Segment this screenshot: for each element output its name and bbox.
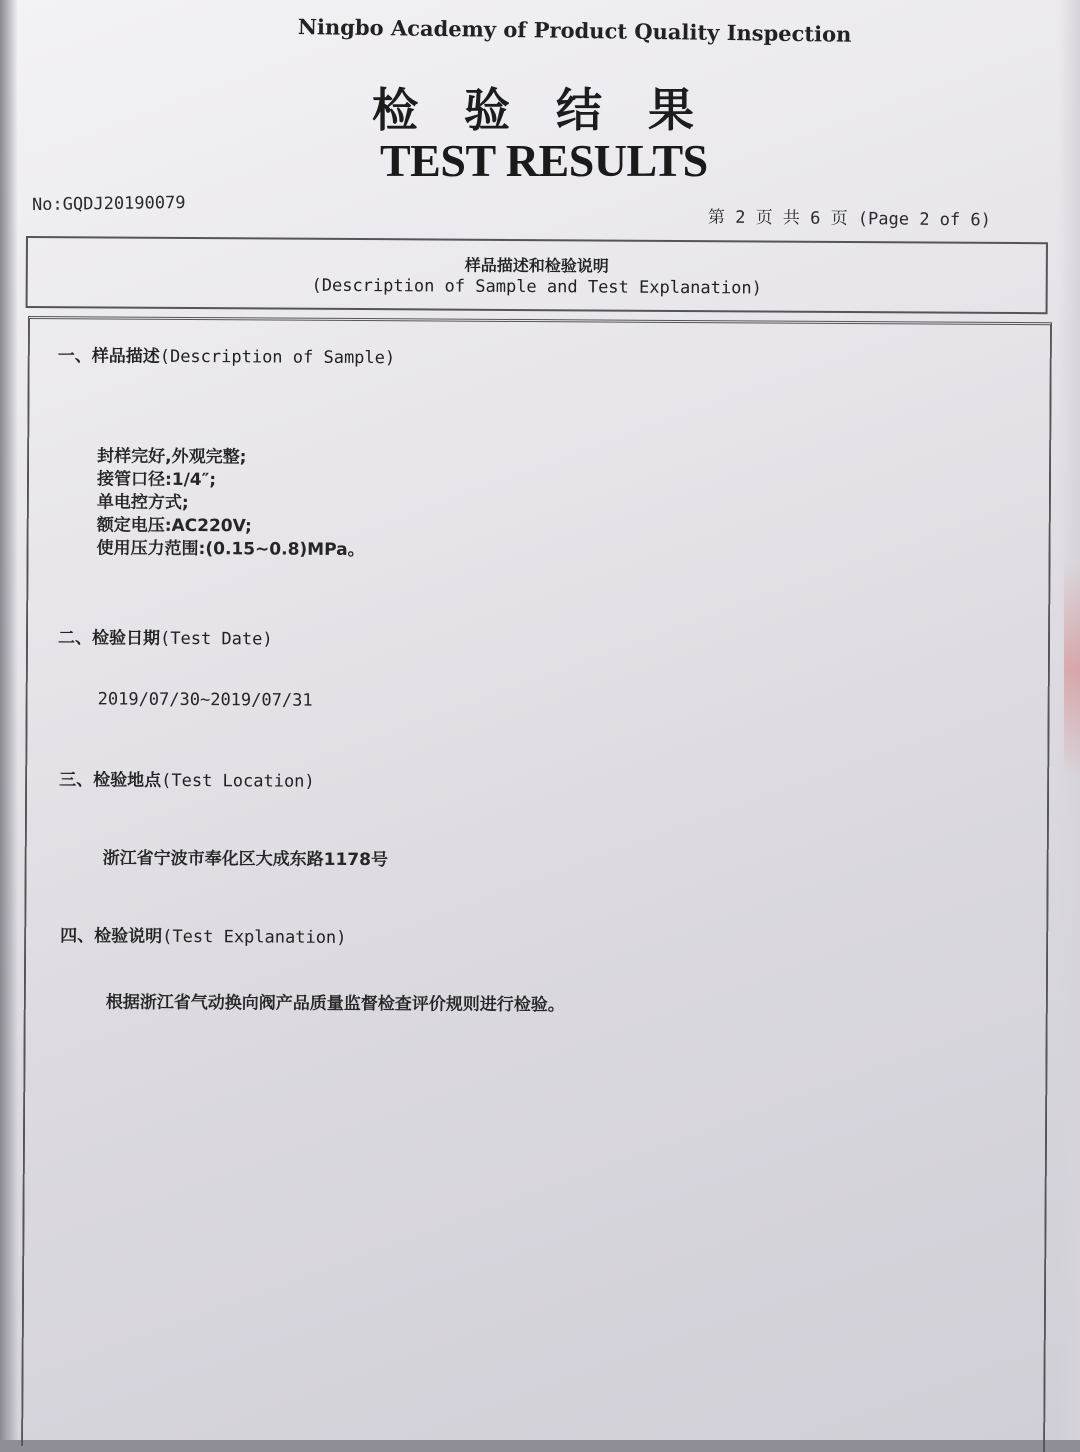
sample-line: 单电控方式; bbox=[96, 492, 189, 513]
title-cn: 检验结果 bbox=[372, 83, 740, 137]
location-heading-cn: 三、检验地点 bbox=[59, 770, 162, 791]
section-header-box bbox=[26, 236, 1048, 314]
sample-line: 额定电压:AC220V; bbox=[96, 515, 252, 537]
box-title-en: (Description of Sample and Test Explanation) bbox=[311, 275, 762, 299]
seal-stamp-edge bbox=[1064, 560, 1080, 780]
content-frame bbox=[21, 316, 1052, 1452]
sample-line: 封样完好,外观完整; bbox=[97, 446, 247, 468]
date-heading bbox=[58, 623, 273, 649]
explanation-heading-cn: 四、检验说明 bbox=[60, 926, 163, 947]
institute-name-en: Ningbo Academy of Product Quality Inspection bbox=[297, 14, 852, 47]
test-location-value: 浙江省宁波市奉化区大成东路1178号 bbox=[102, 848, 389, 871]
test-date-value: 2019/07/30~2019/07/31 bbox=[97, 689, 313, 711]
date-heading-en: (Test Date) bbox=[159, 628, 273, 650]
title-en: TEST RESULTS bbox=[380, 135, 708, 186]
sample-heading-cn: 一、样品描述 bbox=[57, 346, 160, 367]
explanation-heading-en: (Test Explanation) bbox=[162, 926, 347, 948]
location-heading bbox=[59, 765, 315, 792]
sample-line: 接管口径:1/4″; bbox=[96, 469, 217, 491]
date-heading-cn: 二、检验日期 bbox=[57, 628, 161, 649]
page-shadow bbox=[0, 0, 18, 1440]
sample-heading-en: (Description of Sample) bbox=[159, 346, 396, 369]
report-number: No:GQDJ20190079 bbox=[31, 192, 186, 216]
sample-heading bbox=[58, 341, 396, 368]
box-title-cn: 样品描述和检验说明 bbox=[464, 255, 609, 276]
sample-line: 使用压力范围:(0.15~0.8)MPa。 bbox=[96, 538, 365, 561]
test-explanation-value: 根据浙江省气动换向阀产品质量监督检查评价规则进行检验。 bbox=[105, 992, 565, 1016]
location-heading-en: (Test Location) bbox=[161, 770, 315, 792]
explanation-heading bbox=[60, 921, 346, 948]
page-indicator: 第 2 页 共 6 页 (Page 2 of 6) bbox=[707, 207, 992, 231]
